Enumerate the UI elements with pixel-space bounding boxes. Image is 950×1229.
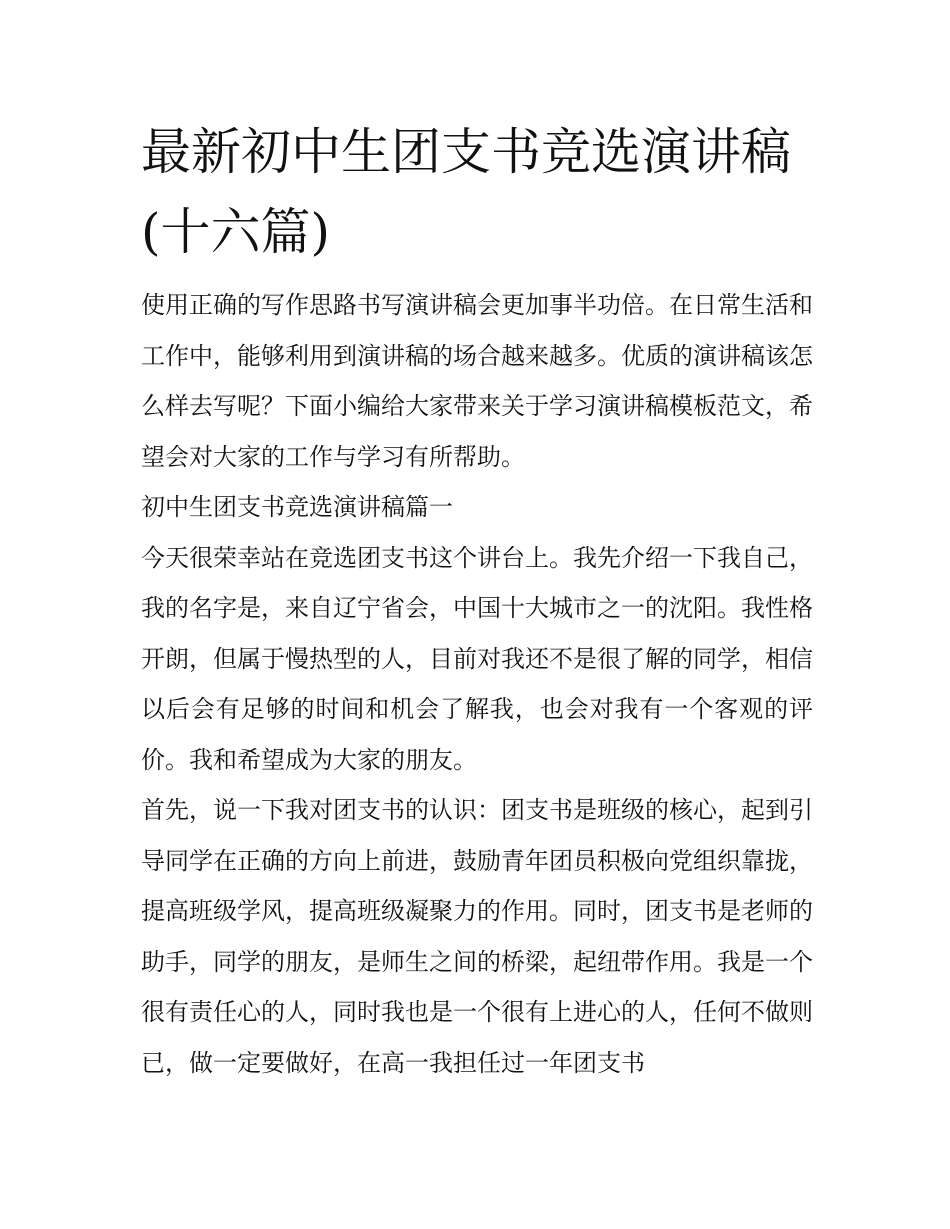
document-body	[141, 112, 813, 1088]
document-title: 最新初中生团支书竞选演讲稿(十六篇)	[141, 123, 791, 261]
body-paragraph-2: 首先，说一下我对团支书的认识：团支书是班级的核心，起到引导同学在正确的方向上前进，鼓励青年团员积极向党组织靠拢，提高班级学风，提高班级凝聚力的作用。同时，团支书是老师的助手，同学的朋友，是师生之间的桥梁，起纽带作用。我是一个很有责任心的人，同时我也是一个很有上进心的人，任何不做则已，做一定要做好，在高一我担任过一年团支书	[141, 796, 813, 1077]
body-paragraph-1: 今天很荣幸站在竞选团支书这个讲台上。我先介绍一下我自己，我的名字是，来自辽宁省会，中国十大城市之一的沈阳。我性格开朗，但属于慢热型的人，目前对我还不是很了解的同学，相信以后会有足够的时间和机会了解我，也会对我有一个客观的评价。我和希望成为大家的朋友。	[141, 543, 813, 774]
intro-paragraph: 使用正确的写作思路书写演讲稿会更加事半功倍。在日常生活和工作中，能够利用到演讲稿的场合越来越多。优质的演讲稿该怎么样去写呢？下面小编给大家带来关于学习演讲稿模板范文，希望会对大家的工作与学习有所帮助。	[141, 291, 813, 471]
section-heading: 初中生团支书竞选演讲稿篇一	[141, 493, 453, 521]
